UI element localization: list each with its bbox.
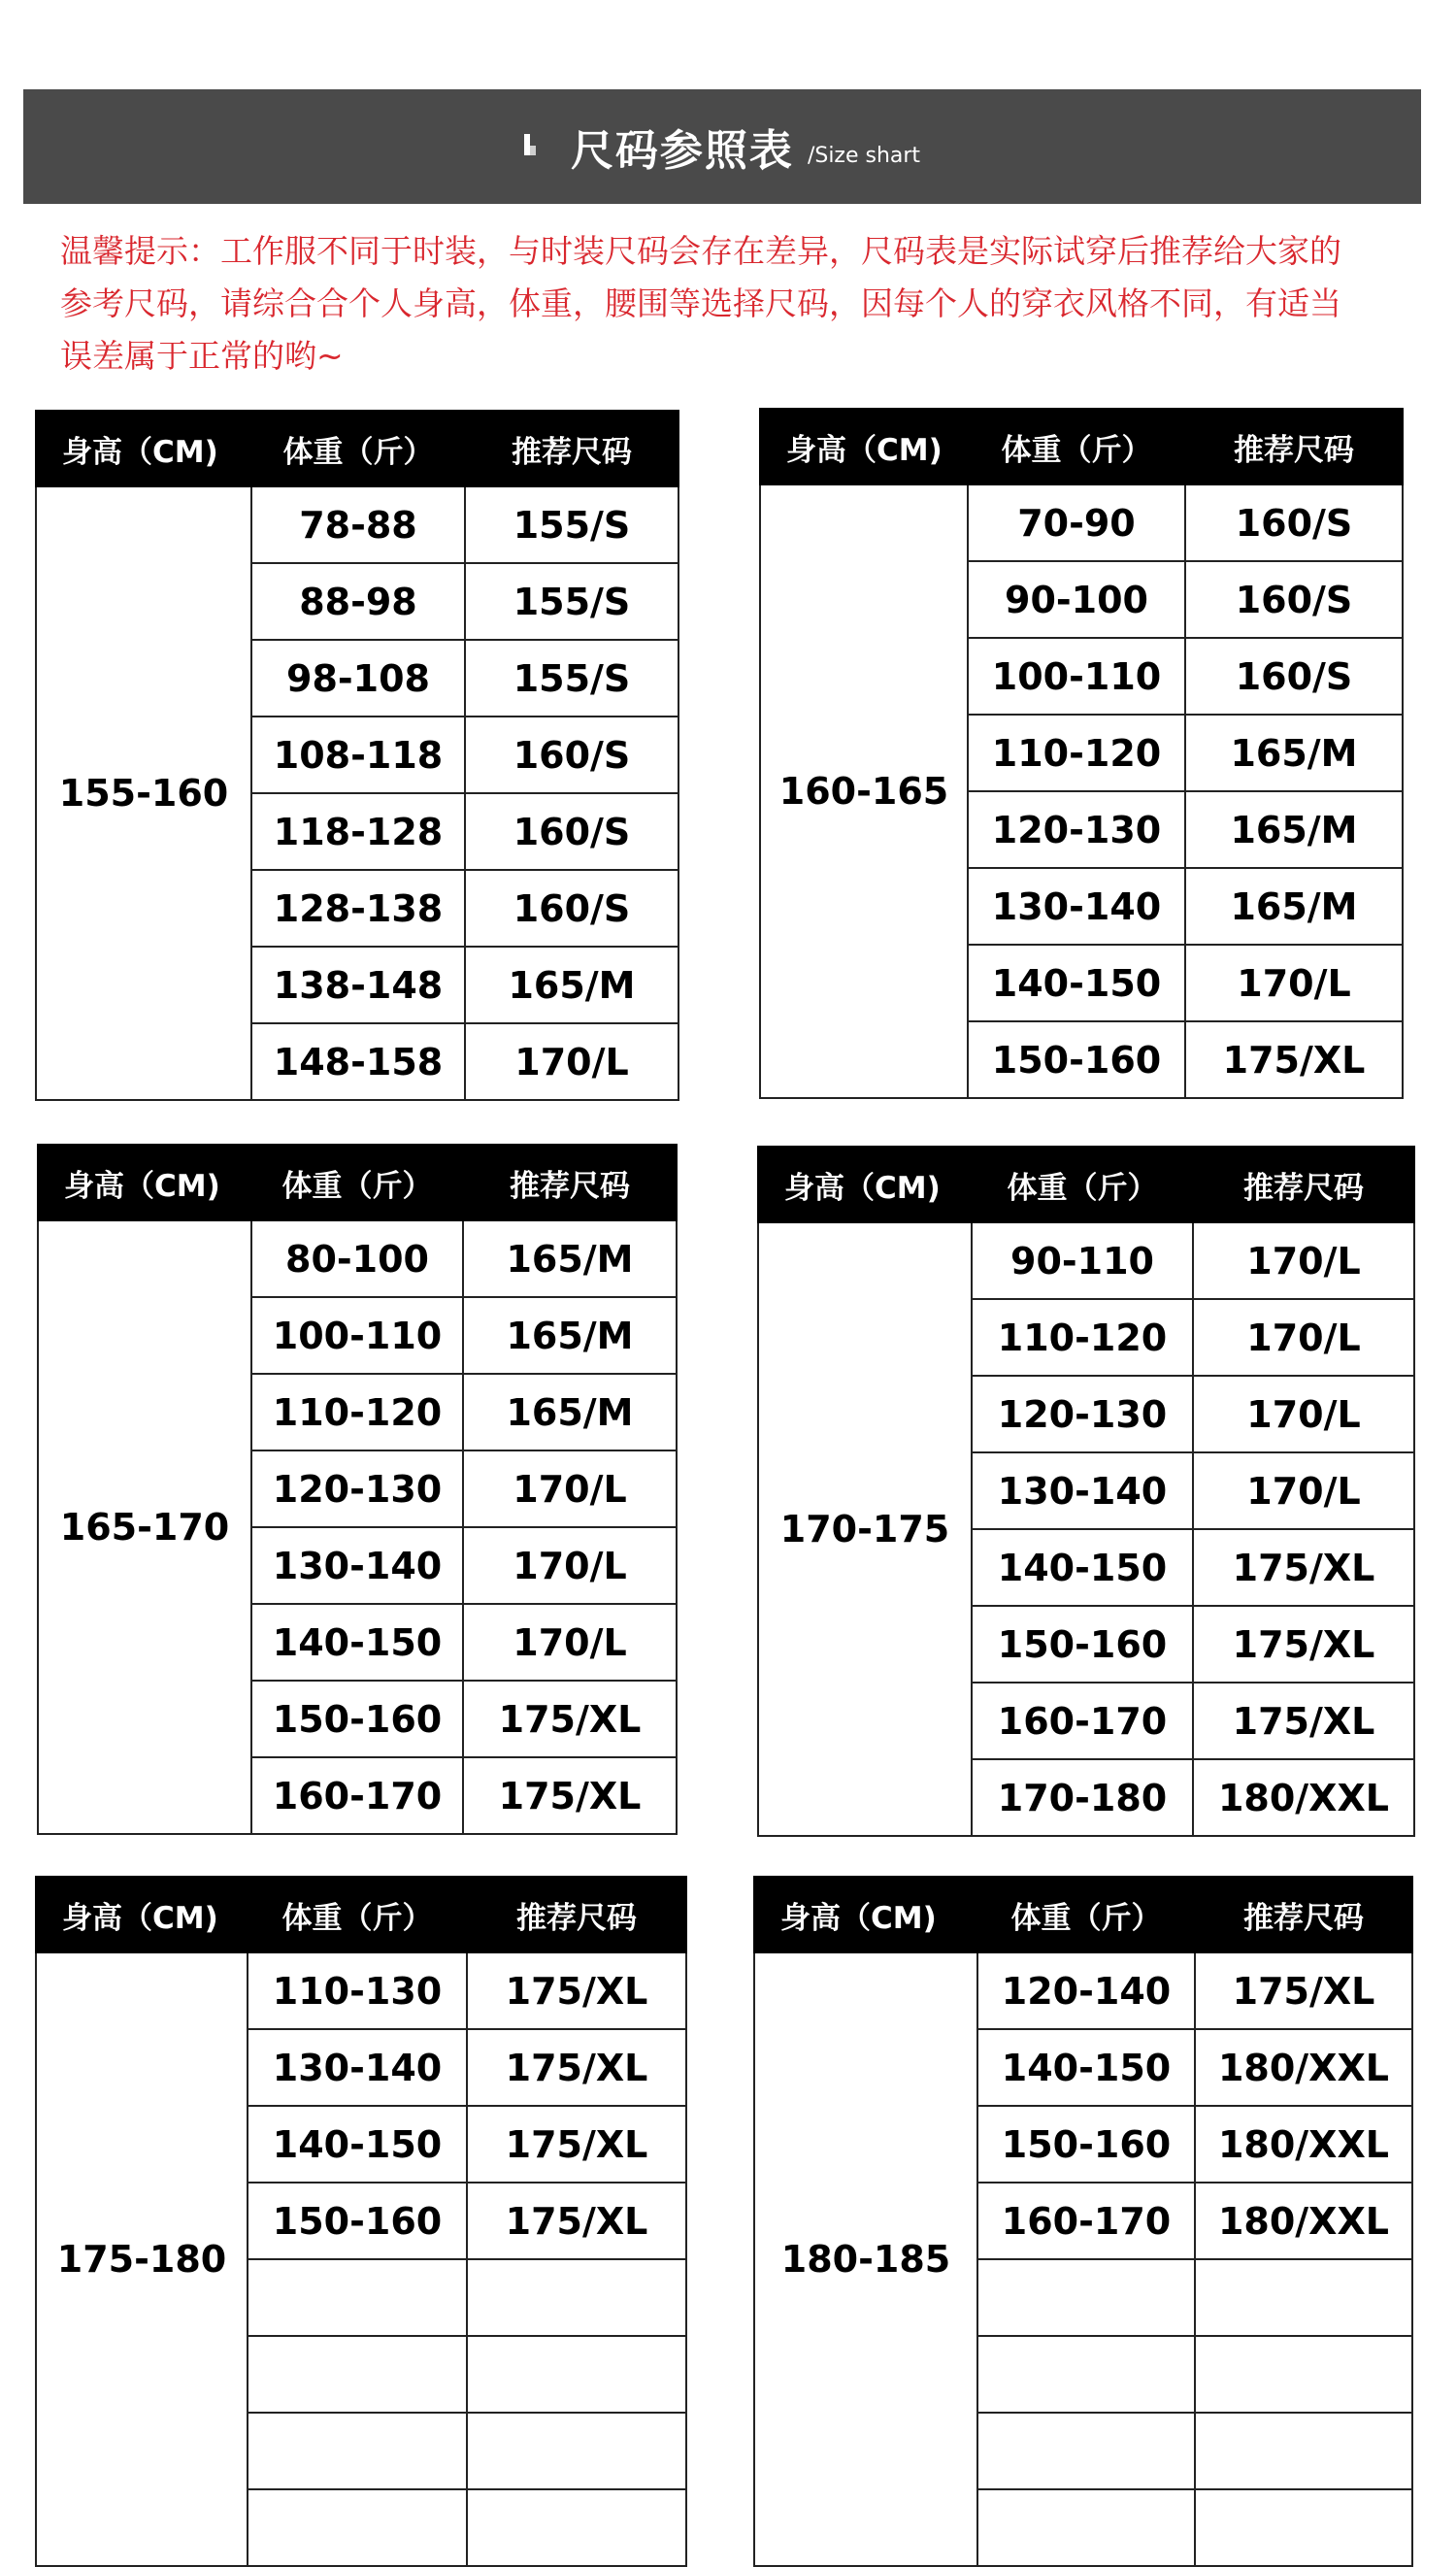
header-height: 身高（CM) — [36, 411, 251, 486]
weight-range-cell — [977, 2413, 1195, 2489]
recommended-size-cell: 160/S — [465, 870, 678, 947]
weight-range-cell — [248, 2413, 467, 2489]
weight-range-cell: 160-170 — [251, 1757, 463, 1834]
weight-range-cell: 90-110 — [972, 1222, 1193, 1299]
weight-range-cell: 130-140 — [251, 1527, 463, 1604]
weight-range-cell: 150-160 — [968, 1021, 1185, 1098]
size-table — [759, 408, 1404, 1099]
weight-range-cell: 128-138 — [251, 870, 465, 947]
recommended-size-cell: 165/M — [1185, 868, 1403, 945]
recommended-size-cell: 175/XL — [467, 2106, 686, 2183]
recommended-size-cell: 170/L — [1193, 1299, 1414, 1376]
recommended-size-cell: 165/M — [465, 947, 678, 1023]
weight-range-cell: 108-118 — [251, 717, 465, 793]
weight-range-cell: 138-148 — [251, 947, 465, 1023]
recommended-size-cell: 175/XL — [467, 2183, 686, 2259]
header-size: 推荐尺码 — [1185, 409, 1403, 484]
page-subtitle: /Size shart — [807, 143, 921, 168]
weight-range-cell — [248, 2259, 467, 2336]
weight-range-cell — [977, 2336, 1195, 2413]
weight-range-cell: 120-130 — [251, 1450, 463, 1527]
weight-range-cell: 110-120 — [972, 1299, 1193, 1376]
recommended-size-cell: 165/M — [463, 1297, 677, 1374]
recommended-size-cell: 180/XXL — [1195, 2183, 1412, 2259]
header-weight: 体重（斤） — [248, 1877, 467, 1952]
weight-range-cell: 120-130 — [968, 791, 1185, 868]
size-table — [757, 1146, 1415, 1837]
recommended-size-cell: 165/M — [1185, 715, 1403, 791]
weight-range-cell: 80-100 — [251, 1220, 463, 1297]
size-table — [753, 1876, 1413, 2567]
recommended-size-cell: 175/XL — [467, 1952, 686, 2029]
recommended-size-cell: 170/L — [1193, 1222, 1414, 1299]
height-range-cell: 155-160 — [36, 486, 251, 1100]
table-row — [36, 486, 678, 563]
header-height: 身高（CM) — [754, 1877, 977, 1952]
height-range-cell: 180-185 — [754, 1952, 977, 2566]
recommended-size-cell — [467, 2336, 686, 2413]
weight-range-cell: 130-140 — [248, 2029, 467, 2106]
header-height: 身高（CM) — [38, 1145, 251, 1220]
header-weight: 体重（斤） — [251, 1145, 463, 1220]
recommended-size-cell: 160/S — [1185, 638, 1403, 715]
recommended-size-cell — [467, 2413, 686, 2489]
header-size: 推荐尺码 — [467, 1877, 686, 1952]
recommended-size-cell: 155/S — [465, 486, 678, 563]
table-row — [36, 1952, 686, 2029]
weight-range-cell: 130-140 — [968, 868, 1185, 945]
header-size: 推荐尺码 — [465, 411, 678, 486]
notice-text: 温馨提示：工作服不同于时装，与时装尺码会存在差异，尺码表是实际试穿后推荐给大家的参考尺码，请综合合个人身高，体重，腰围等选择尺码，因每个人的穿衣风格不同，有适当误差属于正常的哟~ — [60, 232, 1341, 375]
recommended-size-cell: 170/L — [1185, 945, 1403, 1021]
weight-range-cell — [248, 2489, 467, 2566]
weight-range-cell: 170-180 — [972, 1759, 1193, 1836]
recommended-size-cell: 180/XXL — [1195, 2029, 1412, 2106]
header-weight: 体重（斤） — [251, 411, 465, 486]
recommended-size-cell: 155/S — [465, 563, 678, 640]
weight-range-cell: 148-158 — [251, 1023, 465, 1100]
recommended-size-cell: 160/S — [465, 793, 678, 870]
weight-range-cell: 78-88 — [251, 486, 465, 563]
height-range-cell: 165-170 — [38, 1220, 251, 1834]
weight-range-cell: 140-150 — [251, 1604, 463, 1681]
header-weight: 体重（斤） — [977, 1877, 1195, 1952]
recommended-size-cell: 175/XL — [1195, 1952, 1412, 2029]
height-range-cell: 160-165 — [760, 484, 968, 1098]
weight-range-cell: 150-160 — [977, 2106, 1195, 2183]
recommended-size-cell: 175/XL — [1193, 1529, 1414, 1606]
height-range-cell: 170-175 — [758, 1222, 972, 1836]
weight-range-cell: 160-170 — [977, 2183, 1195, 2259]
recommended-size-cell: 165/M — [1185, 791, 1403, 868]
header-size: 推荐尺码 — [1195, 1877, 1412, 1952]
recommended-size-cell — [1195, 2259, 1412, 2336]
weight-range-cell: 140-150 — [968, 945, 1185, 1021]
weight-range-cell: 100-110 — [251, 1297, 463, 1374]
recommended-size-cell: 170/L — [1193, 1452, 1414, 1529]
recommended-size-cell: 175/XL — [463, 1681, 677, 1757]
weight-range-cell: 150-160 — [251, 1681, 463, 1757]
recommended-size-cell: 160/S — [465, 717, 678, 793]
recommended-size-cell — [1195, 2336, 1412, 2413]
recommended-size-cell: 160/S — [1185, 561, 1403, 638]
recommended-size-cell: 175/XL — [1193, 1606, 1414, 1683]
recommended-size-cell: 170/L — [463, 1450, 677, 1527]
recommended-size-cell: 175/XL — [467, 2029, 686, 2106]
weight-range-cell: 120-140 — [977, 1952, 1195, 2029]
recommended-size-cell: 170/L — [1193, 1376, 1414, 1452]
header-weight: 体重（斤） — [972, 1147, 1193, 1222]
recommended-size-cell — [467, 2489, 686, 2566]
weight-range-cell: 140-150 — [977, 2029, 1195, 2106]
weight-range-cell: 70-90 — [968, 484, 1185, 561]
header-height: 身高（CM) — [36, 1877, 248, 1952]
weight-range-cell: 110-120 — [968, 715, 1185, 791]
recommended-size-cell: 165/M — [463, 1374, 677, 1450]
weight-range-cell: 150-160 — [248, 2183, 467, 2259]
recommended-size-cell: 155/S — [465, 640, 678, 717]
weight-range-cell — [977, 2259, 1195, 2336]
header-height: 身高（CM) — [760, 409, 968, 484]
size-table — [37, 1144, 678, 1835]
recommended-size-cell: 170/L — [463, 1527, 677, 1604]
header-weight: 体重（斤） — [968, 409, 1185, 484]
page-title: 尺码参照表 — [570, 126, 794, 176]
recommended-size-cell — [1195, 2489, 1412, 2566]
header-height: 身高（CM) — [758, 1147, 972, 1222]
size-table — [35, 1876, 687, 2567]
height-range-cell: 175-180 — [36, 1952, 248, 2566]
weight-range-cell: 140-150 — [248, 2106, 467, 2183]
recommended-size-cell: 165/M — [463, 1220, 677, 1297]
recommended-size-cell: 180/XXL — [1193, 1759, 1414, 1836]
weight-range-cell: 110-130 — [248, 1952, 467, 2029]
weight-range-cell: 140-150 — [972, 1529, 1193, 1606]
weight-range-cell: 98-108 — [251, 640, 465, 717]
weight-range-cell: 118-128 — [251, 793, 465, 870]
recommended-size-cell: 175/XL — [1193, 1683, 1414, 1759]
title-marker-icon — [524, 134, 536, 159]
recommended-size-cell: 170/L — [465, 1023, 678, 1100]
weight-range-cell: 120-130 — [972, 1376, 1193, 1452]
recommended-size-cell: 175/XL — [463, 1757, 677, 1834]
header-size: 推荐尺码 — [463, 1145, 677, 1220]
weight-range-cell: 88-98 — [251, 563, 465, 640]
weight-range-cell: 160-170 — [972, 1683, 1193, 1759]
title-banner — [23, 89, 1421, 204]
weight-range-cell: 110-120 — [251, 1374, 463, 1450]
weight-range-cell: 90-100 — [968, 561, 1185, 638]
size-table — [35, 410, 679, 1101]
table-row — [758, 1222, 1414, 1299]
recommended-size-cell — [467, 2259, 686, 2336]
weight-range-cell: 100-110 — [968, 638, 1185, 715]
recommended-size-cell: 175/XL — [1185, 1021, 1403, 1098]
recommended-size-cell: 160/S — [1185, 484, 1403, 561]
weight-range-cell: 130-140 — [972, 1452, 1193, 1529]
recommended-size-cell: 180/XXL — [1195, 2106, 1412, 2183]
weight-range-cell: 150-160 — [972, 1606, 1193, 1683]
recommended-size-cell — [1195, 2413, 1412, 2489]
recommended-size-cell: 170/L — [463, 1604, 677, 1681]
table-row — [38, 1220, 677, 1297]
header-size: 推荐尺码 — [1193, 1147, 1414, 1222]
table-row — [760, 484, 1403, 561]
weight-range-cell — [977, 2489, 1195, 2566]
weight-range-cell — [248, 2336, 467, 2413]
table-row — [754, 1952, 1412, 2029]
